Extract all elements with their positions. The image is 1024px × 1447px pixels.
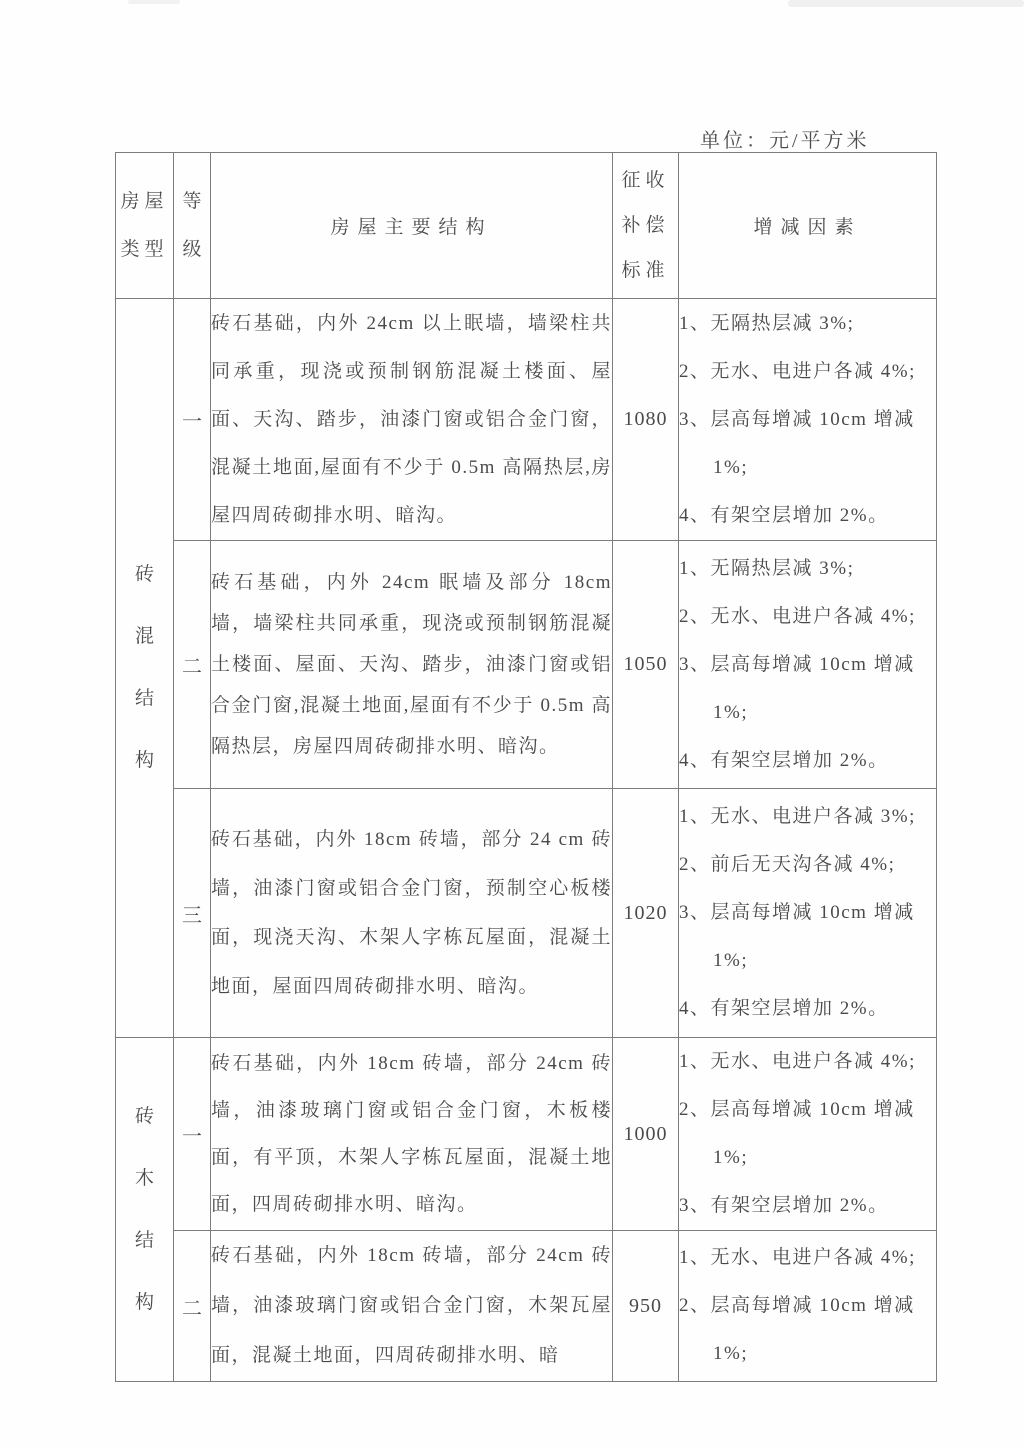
structure-cell: 砖石基础，内外 18cm 砖墙，部分 24 cm 砖墙，油漆门窗或铝合金门窗，预制空心板楼面，现浇天沟、木架人字栋瓦屋面，混凝土地面，屋面四周砖砌排水明、暗沟。 [211, 789, 613, 1038]
factors-cell [679, 1231, 937, 1382]
factor-item: 3、层高每增减 10cm 增减 1%; [679, 902, 915, 971]
grade-cell: 三 [174, 789, 211, 1038]
table-row [116, 299, 937, 541]
header-standard [613, 153, 679, 299]
scan-artifact [128, 0, 180, 4]
structure-cell: 砖石基础，内外 18cm 砖墙，部分 24cm 砖墙，油漆玻璃门窗或铝合金门窗，木板楼面，有平顶，木架人字栋瓦屋面，混凝土地面，四周砖砌排水明、暗沟。 [211, 1038, 613, 1231]
header-standard-label: 征收补偿标准 [621, 170, 670, 281]
header-house-type [116, 153, 174, 299]
factor-item: 2、层高每增减 10cm 增减 1%; [679, 1099, 915, 1168]
header-house-type-label: 房屋类型 [120, 190, 169, 260]
factor-item: 1、无水、电进户各减 3%; [679, 806, 916, 827]
standard-cell: 1000 [613, 1038, 679, 1231]
type-label: 砖混结构 [134, 564, 154, 771]
factor-item: 3、有架空层增加 2%。 [679, 1195, 889, 1216]
factor-item: 4、有架空层增加 2%。 [679, 749, 889, 771]
grade-cell: 二 [174, 1231, 211, 1382]
factor-item: 3、层高每增减 10cm 增减 1%; [679, 408, 915, 478]
standard-cell: 1020 [613, 789, 679, 1038]
table-row [116, 1038, 937, 1231]
factor-item: 1、无隔热层减 3%; [679, 312, 855, 334]
structure-cell: 砖石基础，内外 24cm 以上眠墙，墙梁柱共同承重，现浇或预制钢筋混凝土楼面、屋面、天沟、踏步，油漆门窗或铝合金门窗，混凝土地面,屋面有不少于 0.5m 高隔热层,房屋四周砖砌排水明、暗沟。 [211, 299, 613, 541]
unit-label: 单位：元/平方米 [700, 130, 870, 152]
type-cell-brick-wood [116, 1038, 174, 1382]
compensation-table [115, 152, 937, 1382]
table-row [116, 789, 937, 1038]
header-row [116, 153, 937, 299]
type-label: 砖木结构 [134, 1105, 154, 1313]
grade-cell: 二 [174, 541, 211, 789]
header-grade [174, 153, 211, 299]
factor-item: 1、无隔热层减 3%; [679, 557, 855, 579]
factor-item: 4、有架空层增加 2%。 [679, 504, 889, 526]
standard-cell: 950 [613, 1231, 679, 1382]
factor-item: 2、无水、电进户各减 4%; [679, 605, 916, 627]
factor-item: 1、无水、电进户各减 4%; [679, 1051, 916, 1072]
factor-item: 2、层高每增减 10cm 增减 1%; [679, 1295, 915, 1364]
factor-item: 3、层高每增减 10cm 增减 1%; [679, 653, 915, 723]
header-grade-label: 等级 [182, 190, 202, 260]
structure-cell: 砖石基础，内外 18cm 砖墙，部分 24cm 砖墙，油漆玻璃门窗或铝合金门窗，木架瓦屋面，混凝土地面，四周砖砌排水明、暗 [211, 1231, 613, 1382]
factor-item: 4、有架空层增加 2%。 [679, 998, 889, 1019]
factors-cell [679, 299, 937, 541]
factors-cell [679, 789, 937, 1038]
standard-cell: 1080 [613, 299, 679, 541]
factors-cell [679, 1038, 937, 1231]
scan-artifact [788, 0, 1024, 7]
type-cell-brick-concrete [116, 299, 174, 1038]
header-factors: 增减因素 [679, 153, 937, 299]
structure-cell: 砖石基础，内外 24cm 眠墙及部分 18cm 墙，墙梁柱共同承重，现浇或预制钢筋混凝土楼面、屋面、天沟、踏步，油漆门窗或铝合金门窗,混凝土地面,屋面有不少于 0.5m 高隔热层，房屋四周砖砌排水明、暗沟。 [211, 541, 613, 789]
factor-item: 2、无水、电进户各减 4%; [679, 360, 916, 382]
factor-item: 2、前后无天沟各减 4%; [679, 854, 896, 875]
grade-cell: 一 [174, 1038, 211, 1231]
header-structure: 房屋主要结构 [211, 153, 613, 299]
factor-item: 1、无水、电进户各减 4%; [679, 1247, 916, 1268]
standard-cell: 1050 [613, 541, 679, 789]
table-row [116, 1231, 937, 1382]
grade-cell: 一 [174, 299, 211, 541]
factors-cell [679, 541, 937, 789]
table-row [116, 541, 937, 789]
